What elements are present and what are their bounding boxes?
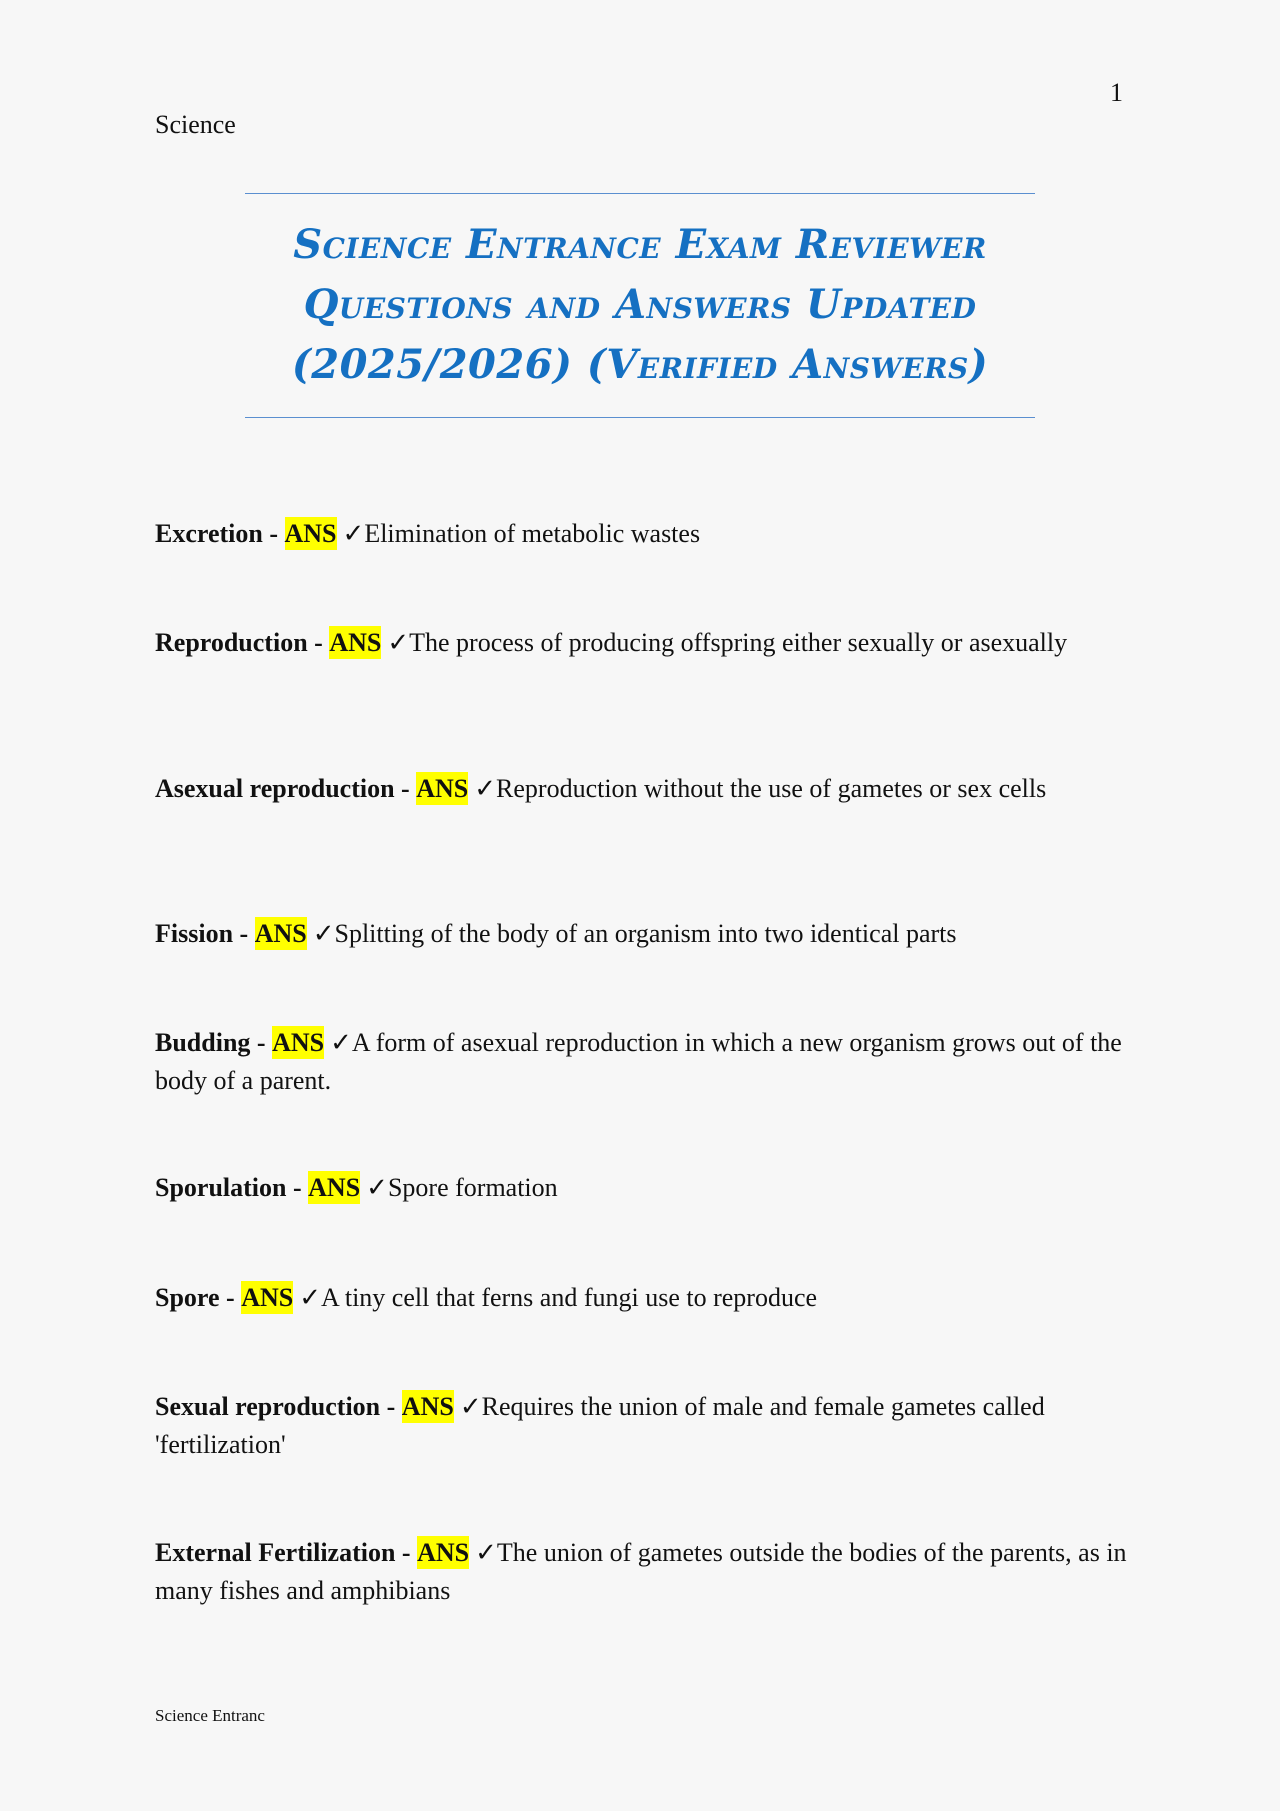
qa-definition: Requires the union of male and female gametes called 'fertilization'	[155, 1392, 1045, 1459]
ans-marker: ANS	[272, 1028, 325, 1057]
qa-definition: Spore formation	[387, 1173, 558, 1202]
check-icon: ✓	[474, 774, 497, 803]
qa-item	[155, 1279, 1130, 1317]
qa-definition: Elimination of metabolic wastes	[364, 519, 701, 548]
title-bottom-rule	[245, 417, 1035, 418]
qa-term: External Fertilization -	[155, 1538, 411, 1567]
ans-marker: ANS	[417, 1538, 470, 1567]
qa-item	[155, 1388, 1130, 1464]
footer-text: Science Entranc	[155, 1706, 265, 1725]
ans-marker: ANS	[401, 1392, 454, 1421]
document-title	[245, 215, 1035, 395]
qa-term: Sporulation -	[155, 1173, 302, 1202]
ans-marker: ANS	[329, 628, 382, 657]
qa-definition: A tiny cell that ferns and fungi use to reproduce	[321, 1283, 818, 1312]
qa-item	[155, 515, 1130, 553]
running-head: Science	[155, 110, 236, 139]
check-icon: ✓	[366, 1173, 388, 1202]
qa-term: Reproduction -	[155, 628, 323, 657]
ans-marker: ANS	[416, 774, 469, 803]
check-icon: ✓	[330, 1028, 352, 1057]
qa-item	[155, 770, 1130, 808]
qa-definition: A form of asexual reproduction in which a new organism grows out of the body of a parent.	[155, 1028, 1122, 1095]
title-line-2: Questions and Answers Updated	[303, 281, 977, 328]
qa-item	[155, 1169, 1130, 1207]
ans-marker: ANS	[241, 1283, 294, 1312]
qa-definition: Splitting of the body of an organism into two identical parts	[334, 919, 957, 948]
check-icon: ✓	[342, 519, 365, 548]
qa-definition: The union of gametes outside the bodies of the parents, as in many fishes and amphibians	[155, 1538, 1127, 1605]
qa-term: Sexual reproduction -	[155, 1392, 396, 1421]
qa-item	[155, 1024, 1130, 1100]
title-top-rule	[245, 193, 1035, 194]
page-number: 1	[1110, 78, 1123, 107]
qa-term: Asexual reproduction -	[155, 774, 410, 803]
qa-item	[155, 624, 1130, 662]
check-icon: ✓	[387, 628, 410, 657]
qa-term: Budding -	[155, 1028, 266, 1057]
title-line-1: Science Entrance Exam Reviewer	[293, 221, 987, 268]
ans-marker: ANS	[254, 919, 307, 948]
check-icon: ✓	[475, 1538, 497, 1567]
qa-term: Excretion -	[155, 519, 278, 548]
ans-marker: ANS	[284, 519, 337, 548]
title-line-3: (2025/2026) (Verified Answers)	[291, 341, 989, 388]
qa-term: Spore -	[155, 1283, 235, 1312]
qa-definition: Reproduction without the use of gametes or sex cells	[496, 774, 1047, 803]
check-icon: ✓	[312, 919, 335, 948]
qa-item	[155, 1534, 1130, 1610]
ans-marker: ANS	[308, 1173, 361, 1202]
check-icon: ✓	[299, 1283, 322, 1312]
qa-definition: The process of producing offspring either sexually or asexually	[409, 628, 1068, 657]
qa-item	[155, 915, 1130, 953]
qa-term: Fission -	[155, 919, 249, 948]
check-icon: ✓	[459, 1392, 482, 1421]
